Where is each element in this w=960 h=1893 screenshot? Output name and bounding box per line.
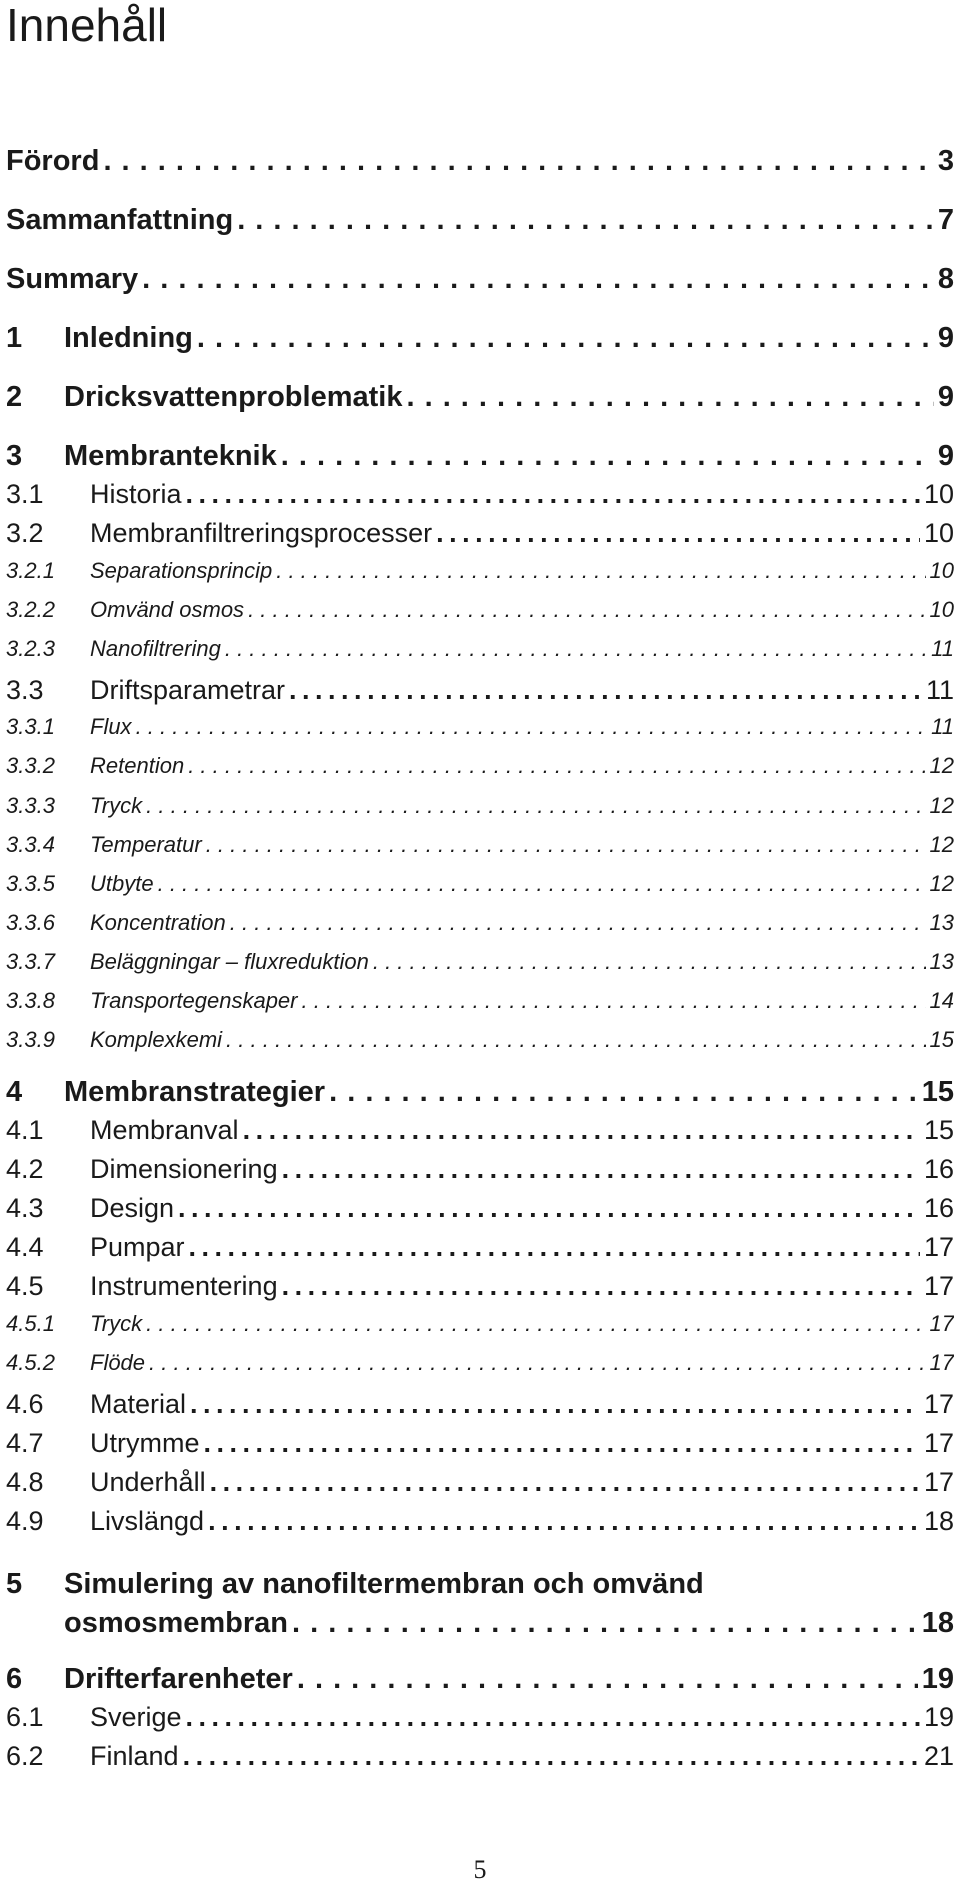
toc-entry[interactable] bbox=[6, 381, 954, 414]
toc-dot-leader bbox=[282, 1154, 920, 1185]
toc-dot-leader bbox=[186, 1702, 920, 1733]
toc-entry[interactable] bbox=[6, 1027, 954, 1053]
toc-entry-page: 14 bbox=[929, 988, 954, 1013]
toc-entry-label: Temperatur bbox=[90, 832, 202, 857]
toc-dot-leader bbox=[146, 1311, 925, 1337]
toc-entry[interactable] bbox=[6, 910, 954, 936]
toc-entry-page: 3 bbox=[937, 145, 954, 177]
toc-entry[interactable] bbox=[6, 949, 954, 975]
toc-dot-leader bbox=[302, 988, 926, 1014]
toc-dot-leader bbox=[197, 322, 934, 355]
toc-dot-leader bbox=[248, 597, 925, 623]
toc-dot-leader bbox=[329, 1076, 918, 1109]
toc-entry-page: 10 bbox=[923, 479, 954, 509]
toc-entry-page: 10 bbox=[929, 558, 954, 583]
toc-entry[interactable] bbox=[6, 597, 954, 623]
toc-entry-page: 12 bbox=[929, 832, 954, 857]
toc-entry-page: 13 bbox=[929, 910, 954, 935]
toc-dot-leader bbox=[190, 1389, 920, 1420]
toc-dot-leader bbox=[183, 1741, 920, 1772]
toc-entry-label: Koncentration bbox=[90, 910, 226, 935]
toc-entry-page: 9 bbox=[937, 322, 954, 354]
toc-entry-page: 11 bbox=[931, 636, 954, 661]
toc-entry-label: Omvänd osmos bbox=[90, 597, 245, 622]
toc-dot-leader bbox=[292, 1607, 918, 1640]
toc-entry-number: 1 bbox=[6, 322, 23, 354]
toc-entry-page: 18 bbox=[921, 1607, 954, 1639]
toc-entry[interactable] bbox=[6, 1154, 954, 1185]
toc-entry-number: 3.2.1 bbox=[6, 558, 55, 583]
toc-entry[interactable] bbox=[6, 1663, 954, 1696]
toc-entry[interactable] bbox=[6, 1115, 954, 1146]
toc-entry-label: Nanofiltrering bbox=[90, 636, 221, 661]
toc-entry-number: 4.1 bbox=[6, 1115, 44, 1145]
toc-dot-leader bbox=[206, 832, 926, 858]
toc-entry-number: 6 bbox=[6, 1663, 23, 1695]
toc-dot-leader bbox=[136, 714, 928, 740]
toc-entry-page: 16 bbox=[923, 1193, 954, 1223]
toc-entry-page: 9 bbox=[937, 440, 954, 472]
toc-entry-number: 4.9 bbox=[6, 1506, 44, 1536]
toc-entry-page: 10 bbox=[923, 518, 954, 548]
toc-entry[interactable] bbox=[6, 832, 954, 858]
toc-dot-leader bbox=[406, 381, 933, 414]
toc-entry-label: Dimensionering bbox=[90, 1154, 278, 1184]
toc-entry[interactable] bbox=[6, 1702, 954, 1733]
toc-entry[interactable] bbox=[6, 1506, 954, 1537]
toc-entry-label: Flux bbox=[90, 714, 132, 739]
toc-dot-leader bbox=[149, 1350, 925, 1376]
toc-entry-label: Driftsparametrar bbox=[90, 675, 286, 705]
toc-entry[interactable] bbox=[6, 1389, 954, 1420]
toc-entry[interactable] bbox=[6, 1076, 954, 1109]
toc-entry-page: 17 bbox=[929, 1311, 954, 1336]
toc-entry[interactable] bbox=[6, 793, 954, 819]
toc-entry[interactable] bbox=[6, 1428, 954, 1459]
toc-entry-number: 4.6 bbox=[6, 1389, 44, 1419]
toc-entry-page: 10 bbox=[929, 597, 954, 622]
toc-entry-label: osmosmembran bbox=[64, 1607, 289, 1639]
toc-entry-label: Retention bbox=[90, 753, 185, 778]
toc-entry-page: 19 bbox=[921, 1663, 954, 1695]
toc-entry-number: 3.3.4 bbox=[6, 832, 55, 857]
toc-entry-number: 4.7 bbox=[6, 1428, 44, 1458]
toc-entry-label: Tryck bbox=[90, 793, 143, 818]
toc-entry-number: 3.3.9 bbox=[6, 1027, 55, 1052]
toc-entry-label: Simulering av nanofiltermembran och omvänd bbox=[64, 1568, 704, 1600]
toc-entry-page: 17 bbox=[929, 1350, 954, 1375]
toc-entry-label: Sammanfattning bbox=[6, 204, 234, 236]
toc-entry-label: Drifterfarenheter bbox=[64, 1663, 293, 1695]
toc-entry-label: Finland bbox=[90, 1741, 179, 1771]
toc-entry-label: Utrymme bbox=[90, 1428, 200, 1458]
toc-dot-leader bbox=[103, 145, 933, 178]
toc-dot-leader bbox=[188, 753, 925, 779]
toc-dot-leader bbox=[178, 1193, 920, 1224]
toc-entry-chapter-5-continued[interactable] bbox=[64, 1607, 954, 1640]
toc-entry-label: Material bbox=[90, 1389, 187, 1419]
toc-dot-leader bbox=[282, 1271, 920, 1302]
toc-entry[interactable] bbox=[6, 871, 954, 897]
toc-entry-number: 4.4 bbox=[6, 1232, 44, 1262]
toc-entry-label: Transportegenskaper bbox=[90, 988, 298, 1013]
toc-entry-number: 4.8 bbox=[6, 1467, 44, 1497]
toc-entry-label: Membranstrategier bbox=[64, 1076, 326, 1108]
toc-entry-page: 17 bbox=[923, 1389, 954, 1419]
toc-entry-number: 6.1 bbox=[6, 1702, 44, 1732]
toc-entry-number: 3.3.8 bbox=[6, 988, 55, 1013]
toc-entry-page: 15 bbox=[921, 1076, 954, 1108]
toc-entry-label: Utbyte bbox=[90, 871, 154, 896]
toc-entry-page: 7 bbox=[937, 204, 954, 236]
toc-entry-label: Förord bbox=[6, 145, 100, 177]
toc-entry-page: 11 bbox=[925, 675, 954, 705]
toc-entry-page: 16 bbox=[923, 1154, 954, 1184]
toc-entry[interactable] bbox=[6, 714, 954, 740]
toc-entry-number: 3.3 bbox=[6, 675, 44, 705]
toc-entry-label: Separationsprincip bbox=[90, 558, 273, 583]
toc-entry[interactable] bbox=[6, 145, 954, 178]
toc-entry-number: 3.3.3 bbox=[6, 793, 55, 818]
toc-entry[interactable] bbox=[6, 440, 954, 473]
toc-entry-number: 4.5 bbox=[6, 1271, 44, 1301]
toc-dot-leader bbox=[204, 1428, 920, 1459]
toc-dot-leader bbox=[186, 479, 920, 510]
toc-entry-label: Underhåll bbox=[90, 1467, 206, 1497]
toc-entry-number: 4.5.2 bbox=[6, 1350, 55, 1375]
toc-entry-page: 13 bbox=[929, 949, 954, 974]
toc-dot-leader bbox=[146, 793, 925, 819]
toc-dot-leader bbox=[373, 949, 926, 975]
toc-entry-number: 5 bbox=[6, 1568, 23, 1600]
toc-entry-number: 4.3 bbox=[6, 1193, 44, 1223]
toc-entry-page: 12 bbox=[929, 753, 954, 778]
toc-dot-leader bbox=[226, 1027, 925, 1053]
toc-entry-page: 12 bbox=[929, 871, 954, 896]
toc-entry-label: Summary bbox=[6, 263, 139, 295]
toc-entry-number: 3.3.5 bbox=[6, 871, 55, 896]
toc-entry[interactable] bbox=[6, 204, 954, 237]
toc-entry-page: 9 bbox=[937, 381, 954, 413]
toc-entry-page: 17 bbox=[923, 1271, 954, 1301]
toc-entry-label: Membranteknik bbox=[64, 440, 277, 472]
toc-entry[interactable] bbox=[6, 1232, 954, 1263]
toc-entry[interactable] bbox=[6, 1311, 954, 1337]
toc-entry-label: Tryck bbox=[90, 1311, 143, 1336]
toc-entry[interactable] bbox=[6, 753, 954, 779]
toc-dot-leader bbox=[158, 871, 926, 897]
toc-dot-leader bbox=[297, 1663, 918, 1696]
toc-entry[interactable] bbox=[6, 322, 954, 355]
toc-dot-leader bbox=[208, 1506, 920, 1537]
toc-entry-page: 17 bbox=[923, 1428, 954, 1458]
toc-dot-leader bbox=[225, 636, 927, 662]
toc-entry-number: 4 bbox=[6, 1076, 23, 1108]
toc-entry-label: Design bbox=[90, 1193, 175, 1223]
toc-entry-number: 3 bbox=[6, 440, 23, 472]
toc-entry[interactable] bbox=[6, 636, 954, 662]
toc-entry-page: 21 bbox=[923, 1741, 954, 1771]
toc-entry-page: 18 bbox=[923, 1506, 954, 1536]
toc-entry-number: 3.3.2 bbox=[6, 753, 55, 778]
toc-entry-page: 12 bbox=[929, 793, 954, 818]
toc-entry-label: Sverige bbox=[90, 1702, 182, 1732]
toc-entry-label: Livslängd bbox=[90, 1506, 205, 1536]
toc-entry-label: Komplexkemi bbox=[90, 1027, 223, 1052]
page-number: 5 bbox=[473, 1855, 487, 1884]
toc-dot-leader bbox=[243, 1115, 920, 1146]
toc-entry-label: Instrumentering bbox=[90, 1271, 278, 1301]
toc-entry-number: 3.2.2 bbox=[6, 597, 55, 622]
toc-entry[interactable] bbox=[6, 1271, 954, 1302]
toc-entry[interactable] bbox=[6, 675, 954, 706]
toc-entry-number: 4.5.1 bbox=[6, 1311, 55, 1336]
toc-entry-label: Inledning bbox=[64, 322, 193, 354]
toc-dot-leader bbox=[436, 518, 920, 549]
toc-entry-page: 15 bbox=[923, 1115, 954, 1145]
toc-dot-leader bbox=[276, 558, 925, 584]
toc-entry-number: 2 bbox=[6, 381, 23, 413]
toc-dot-leader bbox=[230, 910, 926, 936]
toc-entry-label: Flöde bbox=[90, 1350, 146, 1375]
toc-entry-chapter-5[interactable] bbox=[6, 1568, 954, 1601]
toc-dot-leader bbox=[237, 204, 934, 237]
toc-dot-leader bbox=[289, 675, 922, 706]
toc-dot-leader bbox=[189, 1232, 920, 1263]
toc-entry[interactable] bbox=[6, 479, 954, 510]
toc-entry[interactable] bbox=[6, 1741, 954, 1772]
toc-entry-label: Beläggningar – fluxreduktion bbox=[90, 949, 369, 974]
toc-entry[interactable] bbox=[6, 1467, 954, 1498]
toc-entry-page: 19 bbox=[923, 1702, 954, 1732]
toc-entry-number: 3.3.7 bbox=[6, 949, 55, 974]
toc-entry-page: 15 bbox=[929, 1027, 954, 1052]
toc-entry-page: 11 bbox=[931, 714, 954, 739]
toc-entry[interactable] bbox=[6, 988, 954, 1014]
toc-entry-number: 3.1 bbox=[6, 479, 44, 509]
toc-entry-number: 3.2.3 bbox=[6, 636, 55, 661]
toc-entry[interactable] bbox=[6, 1193, 954, 1224]
toc-entry-number: 3.2 bbox=[6, 518, 44, 548]
toc-entry-label: Membranfiltreringsprocesser bbox=[90, 518, 433, 548]
toc-entry-page: 8 bbox=[937, 263, 954, 295]
toc-entry-label: Membranval bbox=[90, 1115, 239, 1145]
toc-entry[interactable] bbox=[6, 518, 954, 549]
toc-entry-page: 17 bbox=[923, 1467, 954, 1497]
toc-entry-number: 6.2 bbox=[6, 1741, 44, 1771]
toc-entry[interactable] bbox=[6, 558, 954, 584]
toc-entry-label: Dricksvattenproblematik bbox=[64, 381, 403, 413]
toc-entry-label: Historia bbox=[90, 479, 182, 509]
toc-entry-number: 3.3.6 bbox=[6, 910, 55, 935]
toc-dot-leader bbox=[142, 263, 934, 296]
toc-entry-number: 3.3.1 bbox=[6, 714, 55, 739]
toc-dot-leader bbox=[210, 1467, 920, 1498]
page-title: Innehåll bbox=[6, 0, 168, 51]
toc-entry-number: 4.2 bbox=[6, 1154, 44, 1184]
toc-entry-label: Pumpar bbox=[90, 1232, 185, 1262]
toc-entry-page: 17 bbox=[923, 1232, 954, 1262]
toc-entry[interactable] bbox=[6, 1350, 954, 1376]
toc-dot-leader bbox=[281, 440, 934, 473]
toc-entry[interactable] bbox=[6, 263, 954, 296]
